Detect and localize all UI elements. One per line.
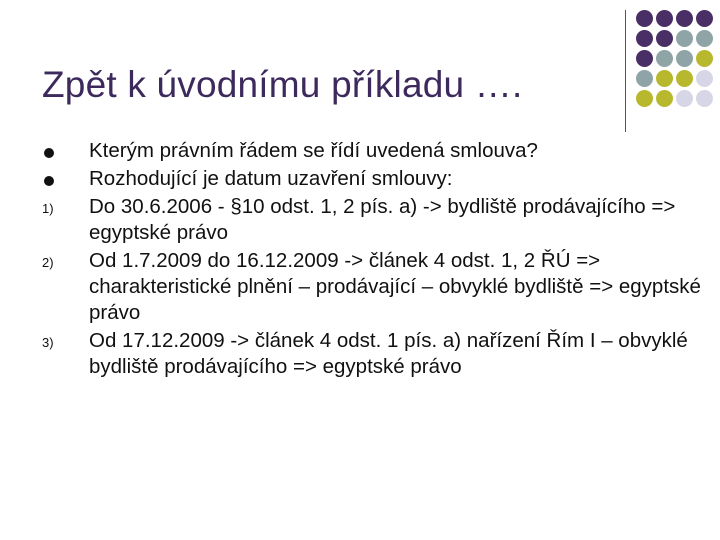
list-item <box>42 166 712 192</box>
list-number: 1) <box>42 201 54 216</box>
list-item <box>42 138 712 164</box>
decorative-dot <box>656 50 673 67</box>
list-item-text: Do 30.6.2006 - §10 odst. 1, 2 pís. a) -> bydliště prodávajícího => egyptské právo <box>89 195 676 244</box>
list-item <box>42 328 712 380</box>
list-item-text: Od 17.12.2009 -> článek 4 odst. 1 pís. a) nařízení Řím I – obvyklé bydliště prodávajícího => egyptské právo <box>89 329 688 378</box>
decorative-dot <box>676 90 693 107</box>
list-item-text: Rozhodující je datum uzavření smlouvy: <box>89 167 453 190</box>
list-item-text: Kterým právním řádem se řídí uvedená smlouva? <box>89 139 538 162</box>
list-number: 3) <box>42 335 54 350</box>
decorative-dot <box>696 50 713 67</box>
decorative-dot <box>656 10 673 27</box>
list-item <box>42 194 712 246</box>
decorative-dot-grid <box>636 10 720 110</box>
decorative-dot <box>676 10 693 27</box>
decorative-dot <box>636 10 653 27</box>
decorative-dot <box>696 10 713 27</box>
decorative-dot <box>636 50 653 67</box>
decorative-dot <box>636 90 653 107</box>
slide-content <box>42 138 712 382</box>
decorative-dot <box>676 30 693 47</box>
decorative-dot <box>696 70 713 87</box>
decorative-dot <box>676 50 693 67</box>
decorative-dot <box>696 30 713 47</box>
title-divider <box>625 10 626 132</box>
slide-title: Zpět k úvodnímu příkladu …. <box>42 64 523 105</box>
decorative-dot <box>656 70 673 87</box>
decorative-dot <box>656 30 673 47</box>
decorative-dot <box>636 30 653 47</box>
decorative-dot <box>696 90 713 107</box>
list-item-text: Od 1.7.2009 do 16.12.2009 -> článek 4 odst. 1, 2 ŘÚ => charakteristické plnění – prodávající – obvyklé bydliště => egyptské právo <box>89 249 701 324</box>
decorative-dot <box>656 90 673 107</box>
list-item <box>42 248 712 326</box>
decorative-dot <box>636 70 653 87</box>
decorative-dot <box>676 70 693 87</box>
list-number: 2) <box>42 255 54 270</box>
